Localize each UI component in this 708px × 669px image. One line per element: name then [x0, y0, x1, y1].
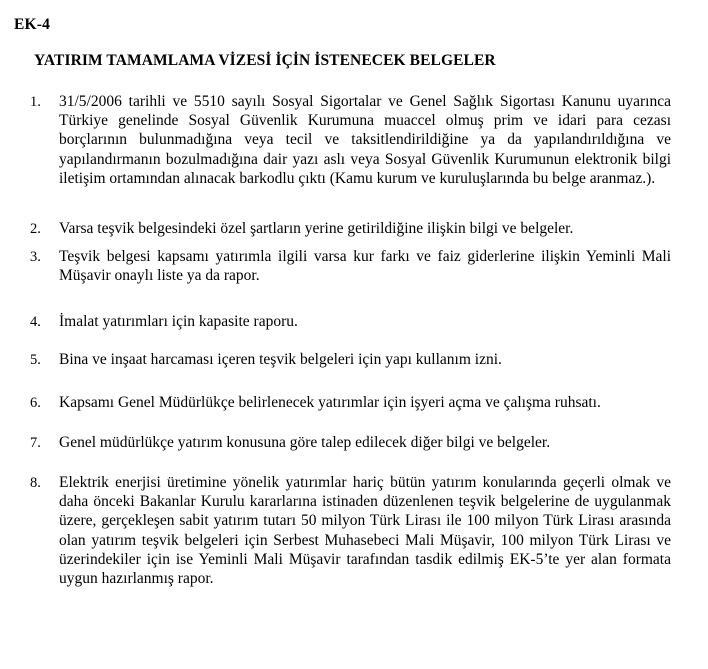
item-text: Bina ve inşaat harcaması içeren teşvik belgeleri için yapı kullanım izni.	[59, 351, 502, 368]
item-number: 6.	[30, 395, 41, 411]
item-text: Genel müdürlükçe yatırım konusuna göre talep edilecek diğer bilgi ve belgeler.	[59, 434, 551, 451]
item-text: Kapsamı Genel Müdürlükçe belirlenecek yatırımlar için işyeri açma ve çalışma ruhsatı.	[59, 394, 601, 411]
item-text: Elektrik enerjisi üretimine yönelik yatırımlar hariç bütün yatırım konularında geçerli olmak ve daha önceki Bakanlar Kurulu kararlarına istinaden düzenlenen teşvik belgelerine de uygulanmak üzere, gerçekleşen sabit yatırım tutarı 50 milyon Türk Lirası ile 100 milyon Türk Lirası arasında olan yatırım teşvik belgeleri için Serbest Muhasebeci Mali Müşavir, 100 milyon Türk Lirası ve üzerindekiler için ise Yeminli Mali Müşavir tarafından tasdik edilmiş EK-5’te yer alan formata uygun hazırlanmış rapor.	[59, 474, 671, 588]
item-number: 8.	[30, 475, 41, 491]
item-number: 7.	[30, 435, 41, 451]
item-number: 2.	[30, 221, 41, 237]
item-text: Teşvik belgesi kapsamı yatırımla ilgili varsa kur farkı ve faiz giderlerine ilişkin Yeminli Mali Müşavir onaylı liste ya da rapor.	[59, 248, 671, 285]
item-number: 4.	[30, 314, 41, 330]
item-number: 5.	[30, 352, 41, 368]
item-text: 31/5/2006 tarihli ve 5510 sayılı Sosyal Sigortalar ve Genel Sağlık Sigortası Kanunu uyarınca Türkiye genelinde Sosyal Güvenlik Kurumuna muaccel olmuş prim ve idari para cezası borçlarının bulunmadığına veya tecil ve taksitlendirildiğine ya da yapılandırıldığına ve yapılandırmanın bozulmadığına dair yazı aslı veya Sosyal Güvenlik Kurumunun elektronik bilgi iletişim ortamından alınacak barkodlu çıktı (Kamu kurum ve kuruluşlarında bu belge aranmaz.).	[59, 93, 671, 187]
item-number: 3.	[30, 249, 41, 265]
item-number: 1.	[30, 94, 41, 110]
item-text: Varsa teşvik belgesindeki özel şartların yerine getirildiğine ilişkin bilgi ve belgeler.	[59, 220, 574, 237]
annex-label: EK-4	[14, 16, 51, 33]
document-title: YATIRIM TAMAMLAMA VİZESİ İÇİN İSTENECEK BELGELER	[34, 52, 496, 69]
item-text: İmalat yatırımları için kapasite raporu.	[59, 313, 298, 330]
